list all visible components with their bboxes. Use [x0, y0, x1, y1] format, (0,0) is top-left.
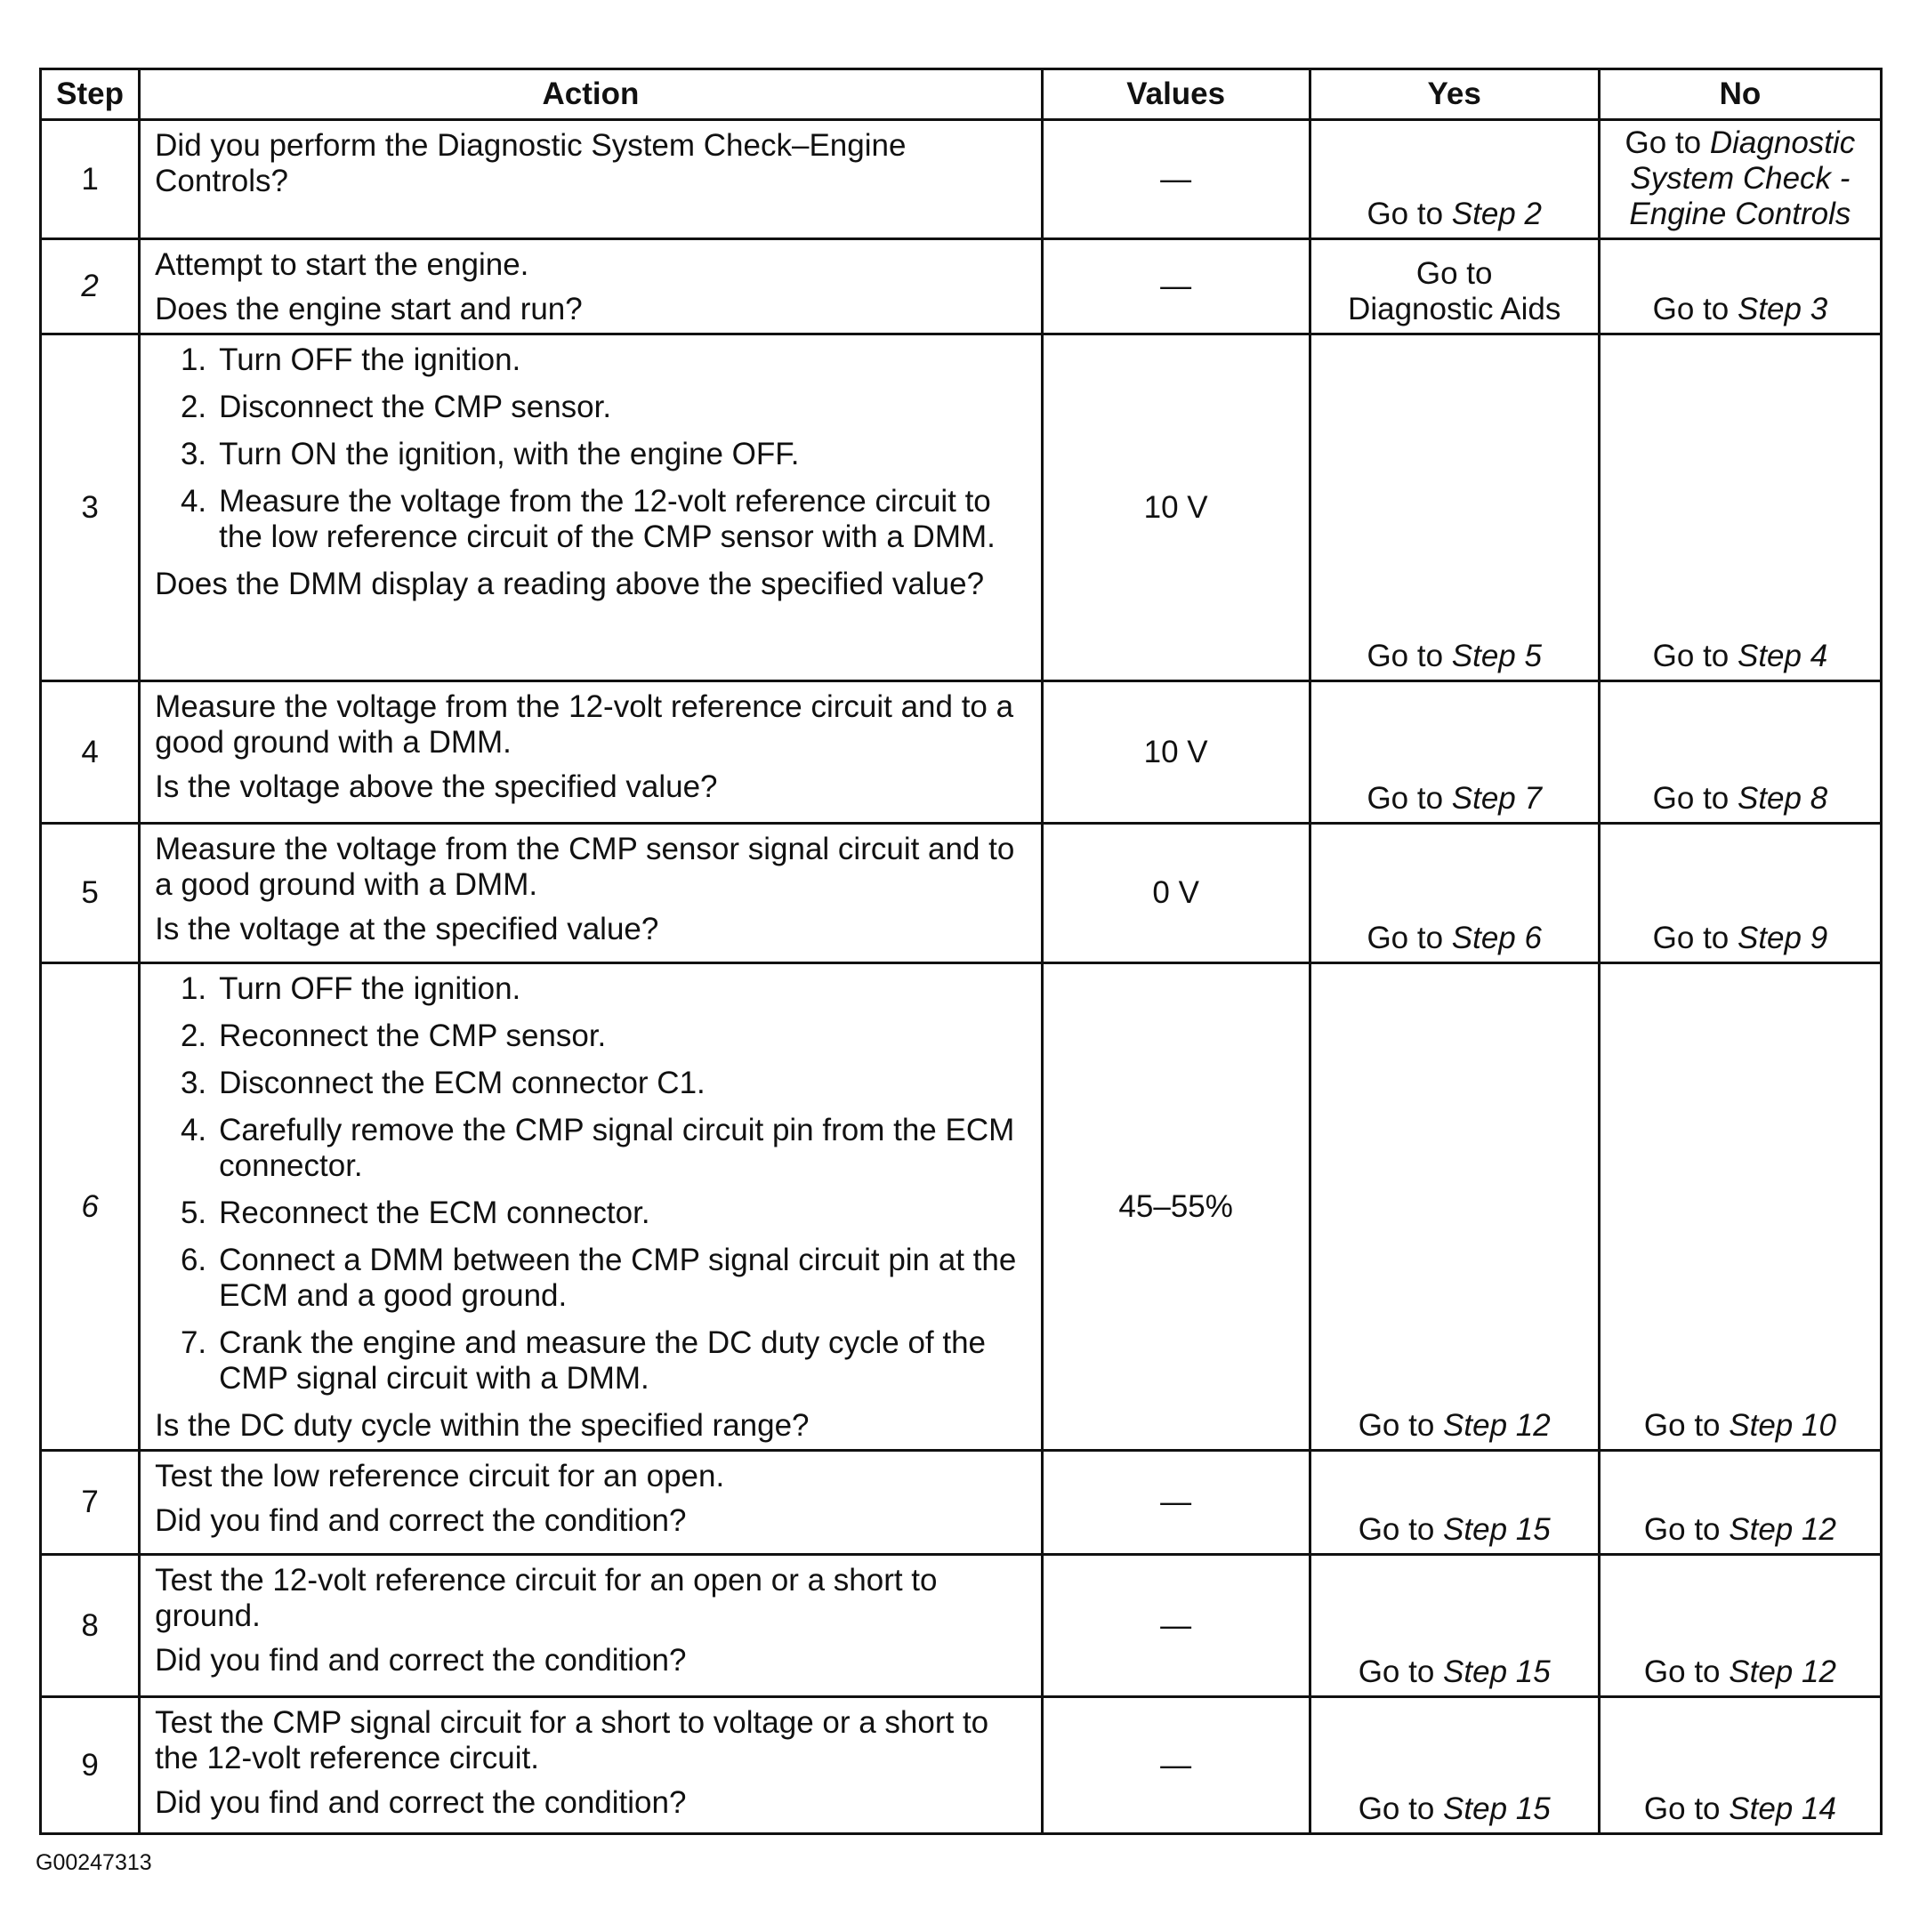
action-question: Did you find and correct the condition? — [155, 1785, 687, 1820]
no-cell — [1599, 239, 1881, 334]
procedure-item: 5. Reconnect the ECM connector. — [180, 1195, 650, 1230]
action-text: Test the low reference circuit for an open. — [155, 1459, 725, 1493]
no-link[interactable]: Go to Step 14 — [1643, 1791, 1836, 1826]
yes-cell — [1310, 120, 1599, 239]
no-link[interactable]: Go to Step 12 — [1643, 1512, 1836, 1547]
step-number: 6 — [41, 963, 140, 1451]
action-question: Does the engine start and run? — [155, 292, 583, 326]
action-text: Did you perform the Diagnostic System Check–Engine Controls? — [155, 128, 907, 198]
action-question: Is the voltage at the specified value? — [155, 912, 659, 946]
value-cell: — — [1042, 1697, 1310, 1834]
procedure-item: 1. Turn OFF the ignition. — [180, 342, 521, 377]
step-number: 2 — [41, 239, 140, 334]
table-row — [41, 1697, 1882, 1834]
procedure-item: 4. Carefully remove the CMP signal circuit pin from the ECM connector. — [180, 1113, 1015, 1183]
no-link[interactable]: Go to Step 12 — [1643, 1654, 1836, 1689]
action-cell — [140, 334, 1043, 681]
no-cell — [1599, 334, 1881, 681]
table-row — [41, 681, 1882, 824]
no-cell — [1599, 824, 1881, 963]
procedure-item: 4. Measure the voltage from the 12-volt reference circuit to the low reference circuit of the CMP sensor with a DMM. — [180, 484, 996, 554]
procedure-item: 3. Disconnect the ECM connector C1. — [180, 1066, 706, 1100]
step-number: 5 — [41, 824, 140, 963]
value-cell: — — [1042, 120, 1310, 239]
header-step: Step — [41, 69, 140, 120]
action-text: Measure the voltage from the CMP sensor signal circuit and to a good ground with a DMM. — [155, 832, 1015, 902]
action-text: Attempt to start the engine. — [155, 247, 529, 282]
no-link[interactable]: Go to Step 3 — [1652, 292, 1828, 326]
no-link[interactable]: Go to Step 8 — [1652, 781, 1828, 816]
yes-link[interactable]: Go to Step 15 — [1358, 1512, 1551, 1547]
step-number: 9 — [41, 1697, 140, 1834]
yes-cell — [1310, 1555, 1599, 1697]
step-number: 1 — [41, 120, 140, 239]
table-row — [41, 824, 1882, 963]
header-row — [41, 69, 1882, 120]
action-cell — [140, 963, 1043, 1451]
yes-link[interactable]: Go to Step 2 — [1367, 197, 1542, 231]
step-number: 8 — [41, 1555, 140, 1697]
figure-id: G00247313 — [36, 1850, 152, 1875]
action-cell — [140, 824, 1043, 963]
action-cell — [140, 681, 1043, 824]
procedure-item: 7. Crank the engine and measure the DC duty cycle of the CMP signal circuit with a DMM. — [180, 1325, 987, 1396]
action-cell — [140, 1697, 1043, 1834]
procedure-item: 2. Reconnect the CMP sensor. — [180, 1018, 607, 1053]
table-row — [41, 334, 1882, 681]
table-row — [41, 120, 1882, 239]
action-cell — [140, 1555, 1043, 1697]
value-cell: — — [1042, 1555, 1310, 1697]
action-question: Is the DC duty cycle within the specified range? — [155, 1408, 810, 1443]
header-action: Action — [140, 69, 1043, 120]
table-row — [41, 1555, 1882, 1697]
yes-cell — [1310, 681, 1599, 824]
table-row — [41, 239, 1882, 334]
yes-cell — [1310, 239, 1599, 334]
yes-cell — [1310, 334, 1599, 681]
action-question: Did you find and correct the condition? — [155, 1643, 687, 1678]
step-number: 4 — [41, 681, 140, 824]
value-cell: — — [1042, 1451, 1310, 1555]
action-cell — [140, 120, 1043, 239]
no-cell — [1599, 963, 1881, 1451]
header-yes: Yes — [1310, 69, 1599, 120]
action-text: Test the CMP signal circuit for a short to voltage or a short to the 12-volt reference circuit. — [155, 1705, 989, 1775]
procedure-list — [155, 342, 1028, 555]
no-link[interactable]: Go to Step 10 — [1643, 1408, 1836, 1443]
value-cell: 10 V — [1042, 681, 1310, 824]
value-cell: 0 V — [1042, 824, 1310, 963]
no-link[interactable]: Go to Diagnostic System Check - Engine Controls — [1625, 125, 1856, 231]
action-text: Measure the voltage from the 12-volt reference circuit and to a good ground with a DMM. — [155, 689, 1014, 760]
step-number: 3 — [41, 334, 140, 681]
action-cell — [140, 1451, 1043, 1555]
no-link[interactable]: Go to Step 9 — [1652, 921, 1828, 955]
value-cell: — — [1042, 239, 1310, 334]
no-link[interactable]: Go to Step 4 — [1652, 639, 1828, 673]
table-row — [41, 963, 1882, 1451]
no-cell — [1599, 1697, 1881, 1834]
yes-link[interactable]: Go to Diagnostic Aids — [1348, 256, 1561, 326]
procedure-item: 6. Connect a DMM between the CMP signal circuit pin at the ECM and a good ground. — [180, 1243, 1017, 1313]
no-cell — [1599, 1555, 1881, 1697]
yes-link[interactable]: Go to Step 15 — [1358, 1791, 1551, 1826]
action-text: Test the 12-volt reference circuit for an open or a short to ground. — [155, 1563, 938, 1633]
action-question: Did you find and correct the condition? — [155, 1503, 687, 1538]
procedure-item: 2. Disconnect the CMP sensor. — [180, 390, 612, 424]
no-cell — [1599, 1451, 1881, 1555]
table-row — [41, 1451, 1882, 1555]
yes-link[interactable]: Go to Step 7 — [1367, 781, 1542, 816]
yes-link[interactable]: Go to Step 12 — [1358, 1408, 1551, 1443]
yes-link[interactable]: Go to Step 6 — [1367, 921, 1542, 955]
no-cell — [1599, 120, 1881, 239]
yes-link[interactable]: Go to Step 5 — [1367, 639, 1542, 673]
table-body — [41, 120, 1882, 1834]
diagnostic-table — [39, 68, 1883, 1835]
step-number: 7 — [41, 1451, 140, 1555]
yes-link[interactable]: Go to Step 15 — [1358, 1654, 1551, 1689]
yes-cell — [1310, 1451, 1599, 1555]
procedure-item: 1. Turn OFF the ignition. — [180, 971, 521, 1006]
value-cell: 10 V — [1042, 334, 1310, 681]
no-cell — [1599, 681, 1881, 824]
action-cell — [140, 239, 1043, 334]
procedure-list — [155, 971, 1028, 1397]
value-cell: 45–55% — [1042, 963, 1310, 1451]
yes-cell — [1310, 963, 1599, 1451]
yes-cell — [1310, 1697, 1599, 1834]
procedure-item: 3. Turn ON the ignition, with the engine OFF. — [180, 437, 800, 471]
action-question: Does the DMM display a reading above the specified value? — [155, 567, 985, 601]
yes-cell — [1310, 824, 1599, 963]
header-no: No — [1599, 69, 1881, 120]
header-values: Values — [1042, 69, 1310, 120]
action-question: Is the voltage above the specified value? — [155, 769, 718, 804]
